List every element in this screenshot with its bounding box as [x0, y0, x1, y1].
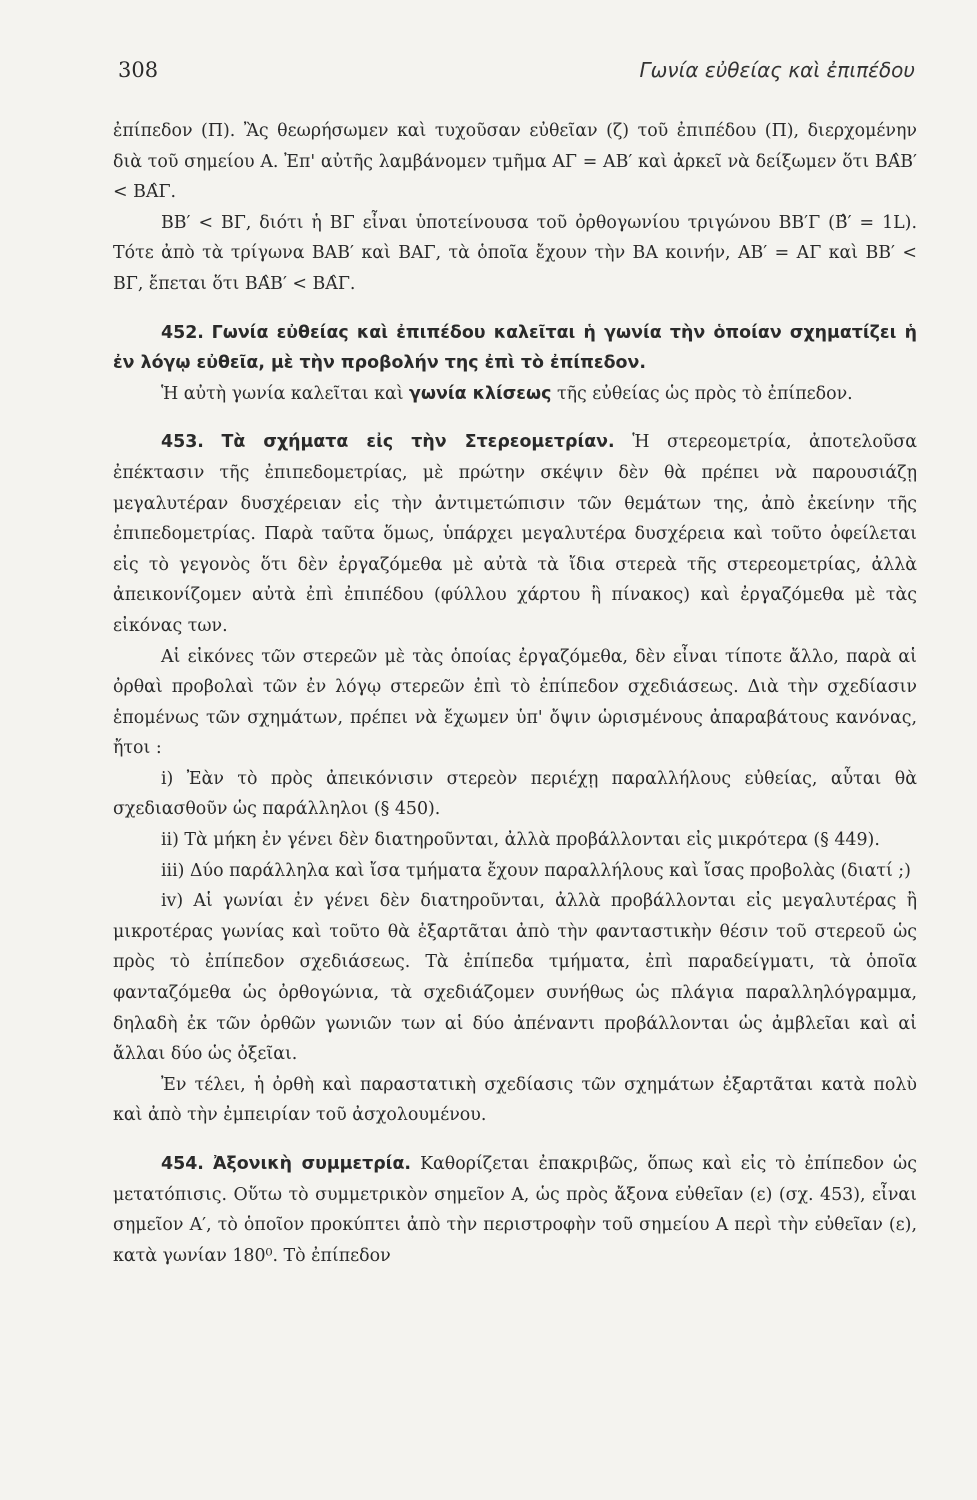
rule-iv: iv) Αἱ γωνίαι ἐν γένει δὲν διατηροῦνται, ἀλλὰ προβάλλονται εἰς μεγαλυτέρας ἢ μικροτέρας γωνίας καὶ τοῦτο θὰ ἐξαρτᾶται ἀπὸ τὴν φανταστικὴν θέσιν τοῦ στερεοῦ ὡς πρὸς τὸ ἐπίπεδον σχεδιάσεως. Τὰ ἐπίπεδα τμήματα, ἐπὶ παραδείγματι, τὰ ὁποῖα φανταζόμεθα ὡς ὀρθογώνια, τὰ σχεδιάζομεν συνήθως ὡς πλάγια παραλληλόγραμμα, δηλαδὴ ἐκ τῶν ὀρθῶν γωνιῶν των αἱ δύο ἀπέναντι προβάλλονται ὡς ἀμβλεῖαι καὶ αἱ ἄλλαι δύο ὡς ὀξεῖαι. [113, 891, 917, 1065]
section-453-text: Ἡ στερεομετρία, ἀποτελοῦσα ἐπέκτασιν τῆς ἐπιπεδομετρίας, μὲ πρώτην σκέψιν δὲν θὰ πρέπει νὰ παρουσιάζῃ μεγαλυτέραν δυσχέρειαν εἰς τὴν ἀντιμετώπισιν τῶν θεμάτων της, ἀπὸ ἐκείνην τῆς ἐπιπεδομετρίας. Παρὰ ταῦτα ὅμως, ὑπάρχει μεγαλυτέρα δυσχέρεια καὶ τοῦτο ὀφείλεται εἰς τὸ γεγονὸς ὅτι δὲν ἐργαζόμεθα μὲ αὐτὰ τὰ ἴδια στερεὰ τῆς στερεομετρίας, ἀλλὰ ἀπεικονίζομεν αὐτὰ ἐπὶ ἐπιπέδου (φύλλου χάρτου ἢ πίνακος) καὶ ἐργαζόμεθα μὲ τὰς εἰκόνας των. [113, 432, 918, 636]
paragraph-continuation: ἐπίπεδον (Π). Ἂς θεωρήσωμεν καὶ τυχοῦσαν εὐθεῖαν (ζ) τοῦ ἐπιπέδου (Π), διερχομένην διὰ τοῦ σημείου Α. Ἐπ' αὐτῆς λαμβάνομεν τμῆμα ΑΓ = ΑΒ′ καὶ ἀρκεῖ νὰ δείξωμεν ὅτι ΒΑ̂Β′ < ΒΑ̂Γ. [113, 121, 917, 203]
section-453-title: Τὰ σχήματα εἰς τὴν Στερεομετρίαν. [221, 432, 615, 453]
section-number-454: 454. [161, 1154, 204, 1174]
definition-text: Γωνία εὐθείας καὶ ἐπιπέδου καλεῖται ἡ γωνία τὴν ὁποίαν σχηματίζει ἡ ἐν λόγῳ εὐθεῖα, μὲ τὴν προβολήν της ἐπὶ τὸ ἐπίπεδον. [113, 322, 917, 374]
inclination-pre: Ἡ αὐτὴ γωνία καλεῖται καὶ [161, 383, 404, 404]
rule-i: i) Ἐὰν τὸ πρὸς ἀπεικόνισιν στερεὸν περιέχῃ παραλλήλους εὐθείας, αὗται θὰ σχεδιασθοῦν ὡς παράλληλοι (§ 450). [113, 768, 917, 820]
section-452-definition [113, 318, 917, 379]
page-header [118, 58, 915, 94]
paragraph-inclination [113, 379, 917, 410]
paragraph-proof: ΒΒ′ < ΒΓ, διότι ἡ ΒΓ εἶναι ὑποτείνουσα τοῦ ὀρθογωνίου τριγώνου ΒΒ′Γ (Β̂′ = 1L). Τότε ἀπὸ τὰ τρίγωνα ΒΑΒ′ καὶ ΒΑΓ, τὰ ὁποῖα ἔχουν τὴν ΒΑ κοινήν, ΑΒ′ = ΑΓ καὶ ΒΒ′ < ΒΓ, ἔπεται ὅτι ΒΑ̂Β′ < ΒΑ̂Γ. [113, 212, 917, 294]
inclination-post: τῆς εὐθείας ὡς πρὸς τὸ ἐπίπεδον. [556, 383, 853, 404]
paragraph-images: Αἱ εἰκόνες τῶν στερεῶν μὲ τὰς ὁποίας ἐργαζόμεθα, δὲν εἶναι τίποτε ἄλλο, παρὰ αἱ ὀρθαὶ προβολαὶ τῶν ἐν λόγῳ στερεῶν ἐπὶ τὸ ἐπίπεδον σχεδιάσεως. Διὰ τὴν σχεδίασιν ἑπομένως τῶν σχημάτων, πρέπει νὰ ἔχωμεν ὑπ' ὄψιν ὡρισμένους ἀπαραβάτους κανόνας, ἤτοι : [113, 646, 917, 759]
page-number: 308 [118, 58, 159, 82]
rule-ii: ii) Τὰ μήκη ἐν γένει δὲν διατηροῦνται, ἀλλὰ προβάλλονται εἰς μικρότερα (§ 449). [161, 830, 880, 851]
section-454 [113, 1149, 917, 1271]
rule-iii: iii) Δύο παράλληλα καὶ ἴσα τμήματα ἔχουν παραλλήλους καὶ ἴσας προβολὰς (διατί ;) [161, 860, 911, 881]
section-number-452: 452. [161, 322, 204, 343]
page-body [113, 116, 917, 1271]
section-453 [113, 427, 917, 641]
running-title: Γωνία εὐθείας καὶ ἐπιπέδου [639, 58, 915, 82]
section-number-453: 453. [161, 432, 204, 453]
inclination-term: γωνία κλίσεως [409, 383, 552, 404]
section-454-text: Καθορίζεται ἐπακριβῶς, ὅπως καὶ εἰς τὸ ἐπίπεδον ὡς μετατόπισις. Οὕτω τὸ συμμετρικὸν σημεῖον Α, ὡς πρὸς ἄξονα εὐθεῖαν (ε) (σχ. 453), εἶναι σημεῖον Α′, τὸ ὁποῖον προκύπτει ἀπὸ τὴν περιστροφὴν τοῦ σημείου Α περὶ τὴν εὐθεῖαν (ε), κατὰ γωνίαν 180⁰. Τὸ ἐπίπεδον [113, 1154, 917, 1266]
section-454-title: Ἀξονικὴ συμμετρία. [212, 1154, 412, 1174]
paragraph-conclusion: Ἐν τέλει, ἡ ὀρθὴ καὶ παραστατικὴ σχεδίασις τῶν σχημάτων ἐξαρτᾶται κατὰ πολὺ καὶ ἀπὸ τὴν ἐμπειρίαν τοῦ ἀσχολουμένου. [113, 1074, 917, 1126]
